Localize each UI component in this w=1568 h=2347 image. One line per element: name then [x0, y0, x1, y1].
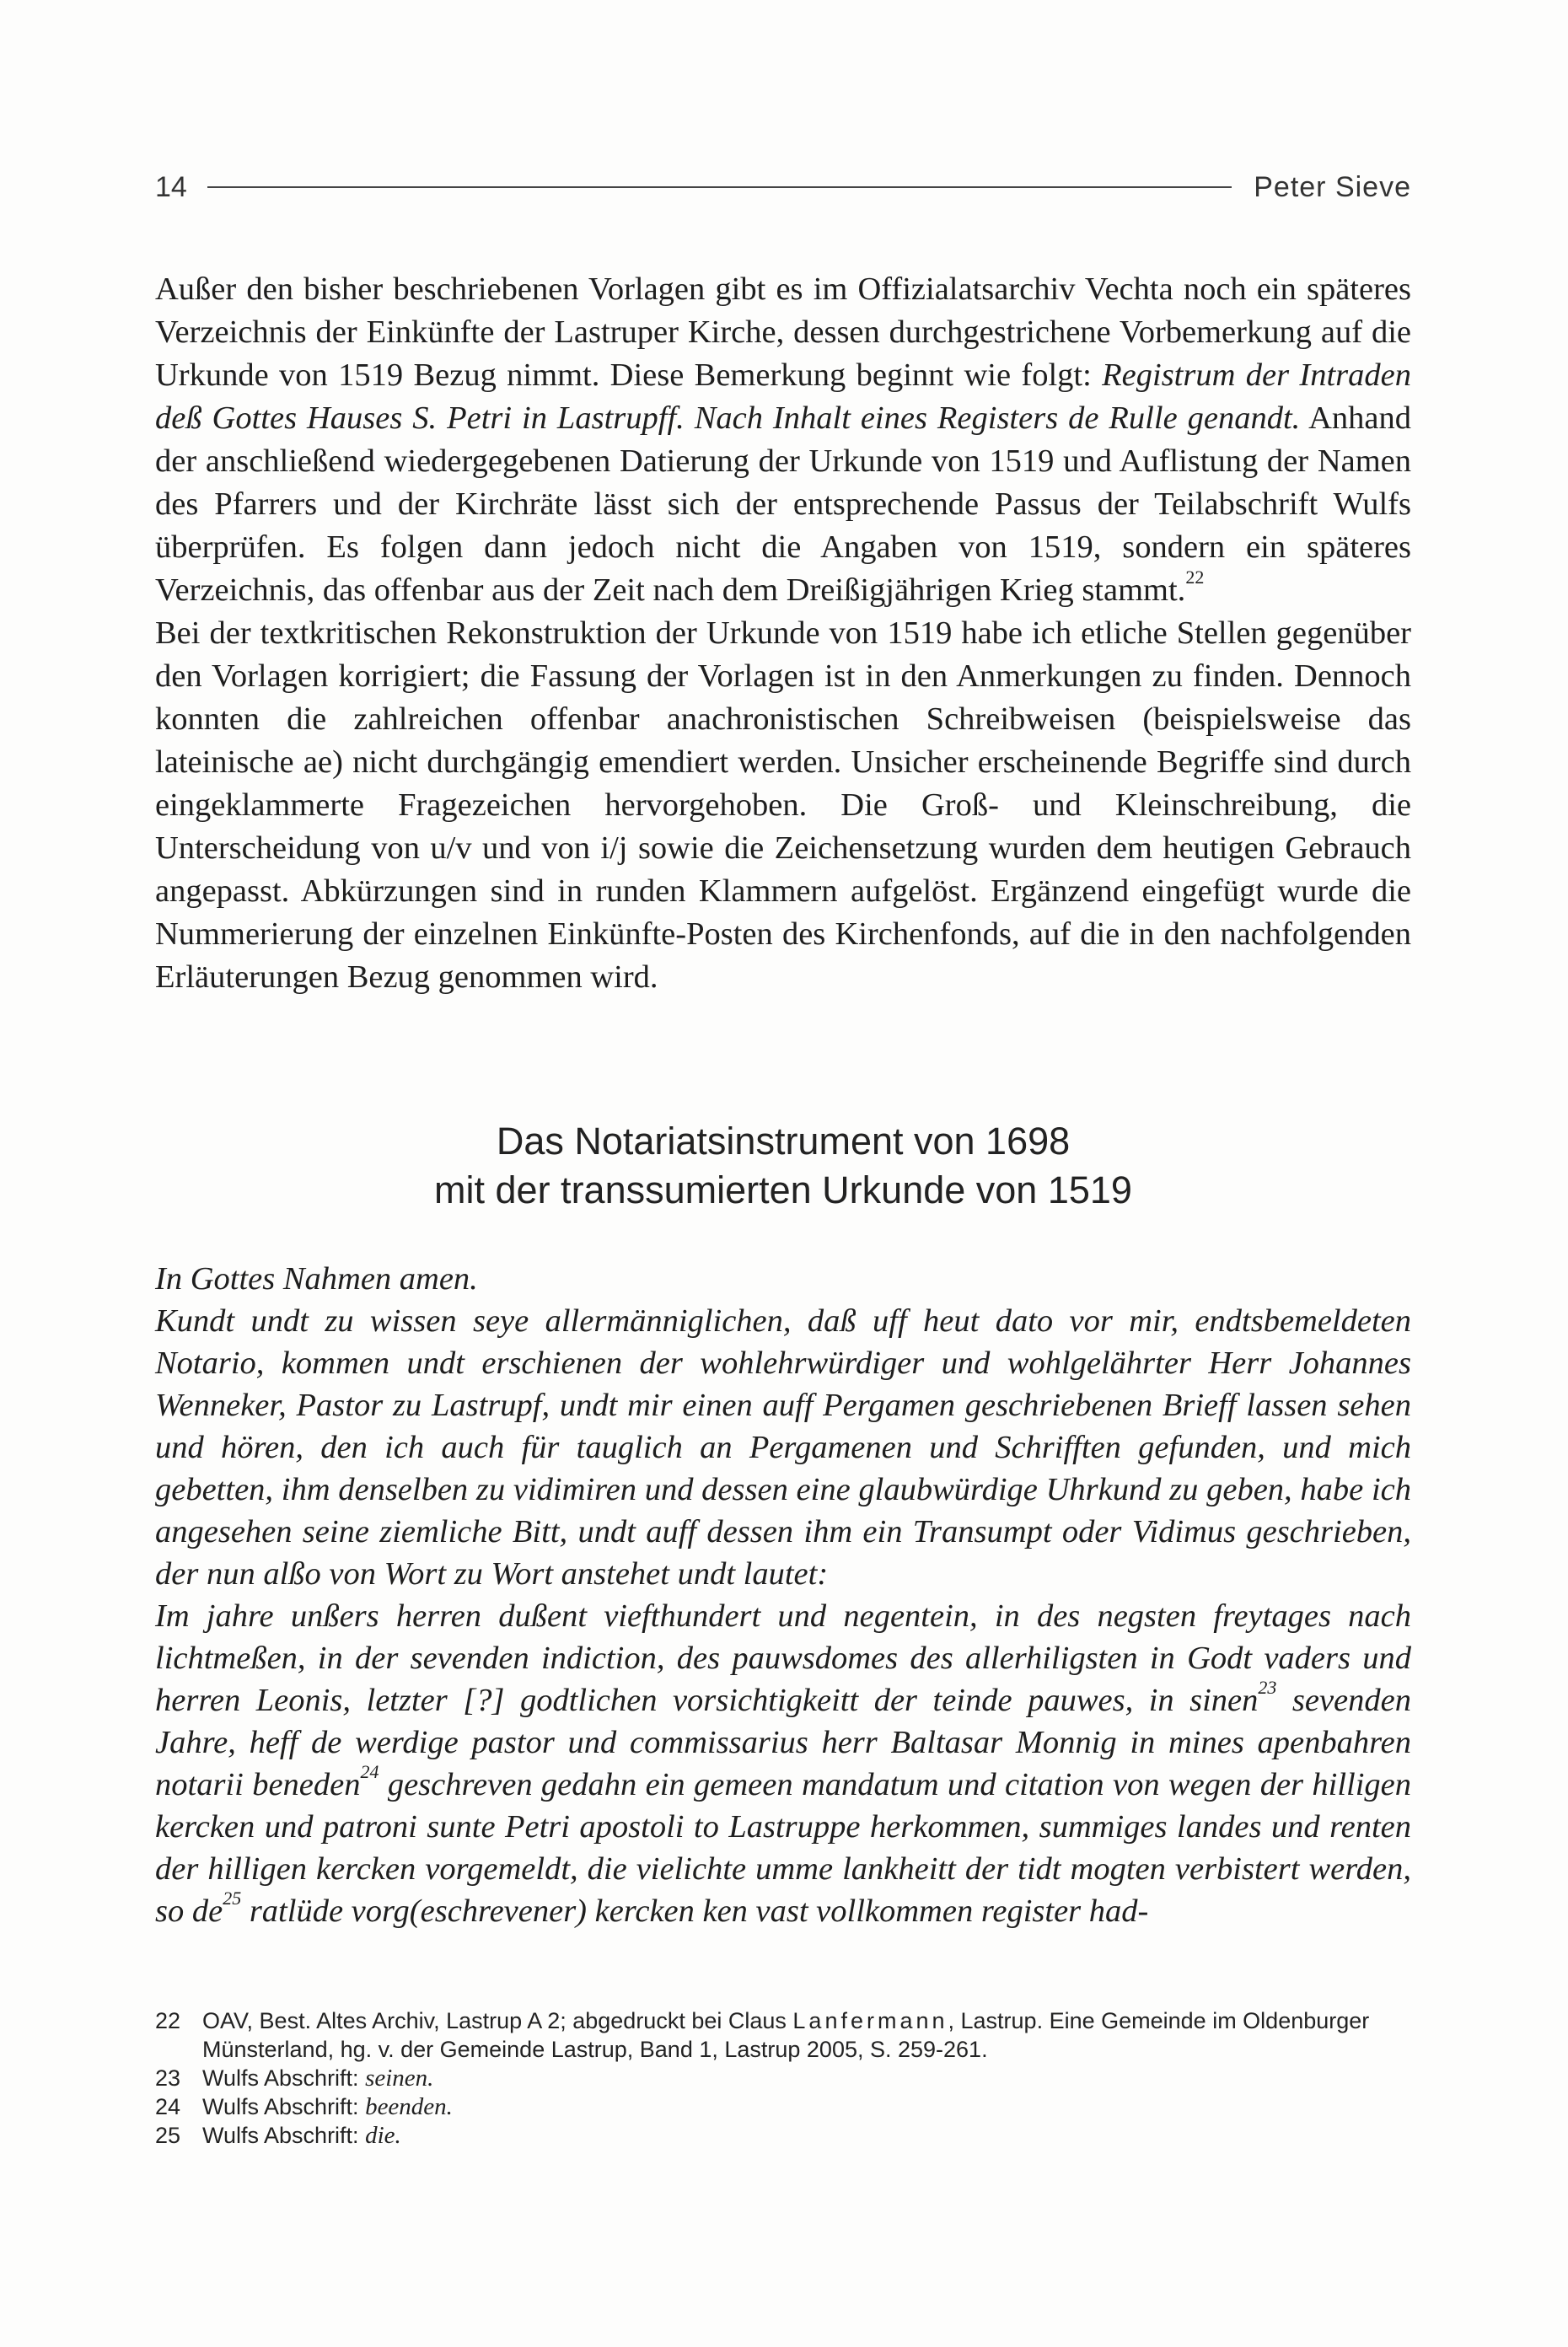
transcript-paragraph-1: Kundt undt zu wissen seye allermänniglichen, daß uff heut dato vor mir, endtsbemeldeten Notario, kommen undt erschienen der wohlehrwürdiger und wohlgelährter Herr Johannes Wenneker, Pastor zu Lastrupf, undt mir einen auff Pergamen geschriebenen Brieff lassen sehen und hören, den ich auch für tauglich an Pergamenen und Schrifften gefunden, und mich gebetten, ihm denselben zu vidimiren und dessen eine glaubwürdige Uhrkund zu geben, habe ich angesehen seine ziemliche Bitt, undt auff dessen ihm ein Transumpt oder Vidimus geschrieben, der nun alßo von Wort zu Wort anstehet undt lautet: — [155, 1303, 1411, 1592]
footnote-23-italic: seinen. — [365, 2065, 434, 2092]
transcript-text-d: ratlüde vorg(eschrevener) kercken ken vast vollkommen register had- — [241, 1893, 1149, 1929]
footnote-ref-25: 25 — [223, 1888, 242, 1909]
footnote-24 — [155, 2092, 1411, 2121]
header-rule — [207, 186, 1232, 188]
page-number: 14 — [155, 170, 187, 203]
footnote-24-text: Wulfs Abschrift: — [202, 2094, 366, 2119]
intro-quoted-title: Registrum der Intraden deß Gottes Hauses S. Petri in Lastrupff. Nach Inhalt eines Registers de Rulle genandt. — [155, 357, 1411, 436]
footnote-24-italic: beenden. — [365, 2093, 453, 2120]
footnote-ref-22: 22 — [1185, 567, 1205, 588]
footnote-25-italic: die. — [365, 2122, 401, 2149]
footnote-text — [202, 2121, 1411, 2150]
footnote-25-text: Wulfs Abschrift: — [202, 2123, 366, 2148]
footnote-number: 22 — [155, 2008, 181, 2033]
footnote-text — [202, 2064, 1411, 2092]
intro-paragraph-1 — [155, 268, 1411, 612]
intro-body — [155, 268, 1411, 999]
footnote-number: 24 — [155, 2094, 181, 2119]
running-header — [155, 169, 1411, 206]
footnote-22-text-b: , Lastrup. Eine Gemeinde im Oldenburger Münsterland, hg. v. der Gemeinde Lastrup, Band 1, Lastrup 2005, S. 259-261. — [202, 2008, 1370, 2062]
intro-paragraph-2: Bei der textkritischen Rekonstruktion der Urkunde von 1519 habe ich etliche Stellen gegenüber den Vorlagen korrigiert; die Fassung der Vorlagen ist in den Anmerkungen zu finden. Dennoch konnten die zahlreichen offenbar anachronistischen Schreibweisen (beispielsweise das lateinische ae) nicht durchgängig emendiert werden. Unsicher erscheinende Begriffe sind durch eingeklammerte Fragezeichen hervorgehoben. Die Groß- und Kleinschreibung, die Unterscheidung von u/v und von i/j sowie die Zeichensetzung wurden dem heutigen Gebrauch angepasst. Abkürzungen sind in runden Klammern aufgelöst. Ergänzend eingefügt wurde die Nummerierung der einzelnen Einkünfte-Posten des Kirchenfonds, auf die in den nachfolgenden Erläuterungen Bezug genommen wird. — [155, 615, 1411, 995]
footnote-22 — [155, 2006, 1411, 2064]
footnote-22-author-name: Lanfermann — [792, 2008, 948, 2033]
footnote-22-text-a: OAV, Best. Altes Archiv, Lastrup A 2; abgedruckt bei Claus — [202, 2008, 793, 2033]
footnotes — [155, 2006, 1411, 2150]
running-author: Peter Sieve — [1254, 170, 1411, 203]
footnote-25 — [155, 2121, 1411, 2150]
footnote-number: 23 — [155, 2065, 181, 2091]
transcript-paragraph-2 — [155, 1595, 1411, 1932]
intro-paragraph-1-text-b: Anhand der anschließend wiedergegebenen Datierung der Urkunde von 1519 und Auflistung der Namen des Pfarrers und der Kirchräte lässt sich der entsprechende Passus der Teilabschrift Wulfs überprüfen. Es folgen dann jedoch nicht die Angaben von 1519, sondern ein späteres Verzeichnis, das offenbar aus der Zeit nach dem Dreißigjährigen Krieg stammt. — [155, 400, 1411, 608]
footnote-23 — [155, 2064, 1411, 2092]
footnote-text — [202, 2092, 1411, 2121]
footnote-ref-24: 24 — [360, 1761, 379, 1782]
section-heading-line-1: Das Notariatsinstrument von 1698 — [496, 1120, 1071, 1163]
transcript-text-b: sevenden Jahre, heff de werdige pastor und commissarius herr Baltasar Monnig in mines apenbahren notarii beneden — [155, 1683, 1411, 1802]
footnote-text — [202, 2006, 1411, 2064]
transcript-text-c: geschreven gedahn ein gemeen mandatum und citation von wegen der hilligen kercken und patroni sunte Petri apostoli to Lastruppe herkommen, summiges landes und renten der hilligen kercken vorgemeldt, die vielichte umme lankheitt der tidt mogten verbistert werden, so de — [155, 1767, 1412, 1929]
transcript-body — [155, 1258, 1411, 1932]
intro-paragraph-1-text-a: Außer den bisher beschriebenen Vorlagen gibt es im Offizialatsarchiv Vechta noch ein späteres Verzeichnis der Einkünfte der Lastruper Kirche, dessen durchgestrichene Vorbemerkung auf die Urkunde von 1519 Bezug nimmt. Diese Bemerkung beginnt wie folgt: — [155, 271, 1411, 393]
section-heading — [155, 1117, 1411, 1215]
footnote-ref-23: 23 — [1258, 1677, 1277, 1698]
section-heading-line-2: mit der transsumierten Urkunde von 1519 — [434, 1168, 1132, 1211]
transcript-text-a: Im jahre unßers herren dußent viefthundert und negentein, in des negsten freytages nach lichtmeßen, in der sevenden indiction, des pauwsdomes des allerhiligsten in Godt vaders und herren Leonis, letzter [?] godtlichen vorsichtigkeitt der teinde pauwes, in sinen — [155, 1598, 1411, 1718]
footnote-23-text: Wulfs Abschrift: — [202, 2065, 366, 2091]
transcript-invocation: In Gottes Nahmen amen. — [155, 1261, 478, 1297]
footnote-number: 25 — [155, 2123, 181, 2148]
